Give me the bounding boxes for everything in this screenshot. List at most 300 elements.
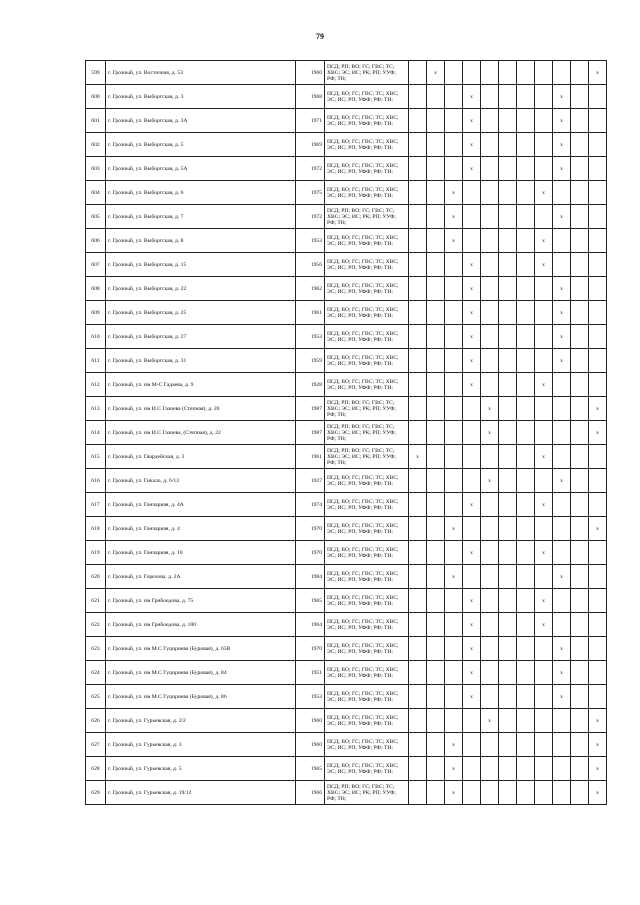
mark-cell [445,709,463,733]
mark-cell [481,517,499,541]
mark-cell: x [553,469,571,493]
mark-cell [409,613,427,637]
mark-cell [409,421,427,445]
mark-cell [553,757,571,781]
mark-cell [517,301,535,325]
mark-cell [481,685,499,709]
mark-cell [409,685,427,709]
row-number: 609 [86,301,106,325]
table-row [86,445,607,469]
mark-cell [571,397,589,421]
mark-cell [427,541,445,565]
address-cell: г. Грозный, ул. им М.С Гуцириева (Буровая), д. 84 [106,661,296,685]
mark-cell [589,253,607,277]
mark-cell [553,373,571,397]
systems-cell: ПСД; ВО; ГС; ГВС; ТС; ХВС; ЭС; ИС; РП; УФФ; РФ; ТН; [325,685,409,709]
systems-cell: ПСД; ВО; ГС; ГВС; ТС; ХВС; ЭС; ИС; РП; УФФ; РФ; ТН; [325,373,409,397]
mark-cell [571,709,589,733]
year-cell: 1960 [296,709,325,733]
mark-cell [427,637,445,661]
mark-cell [571,589,589,613]
mark-cell [571,733,589,757]
systems-cell: ПСД; ВО; ГС; ГВС; ТС; ХВС; ЭС; ИС; РП; УФФ; РФ; ТН; [325,181,409,205]
mark-cell [499,613,517,637]
mark-cell: x [589,421,607,445]
mark-cell [589,349,607,373]
table-row [86,253,607,277]
mark-cell [589,541,607,565]
year-cell: 1961 [296,301,325,325]
mark-cell [409,709,427,733]
mark-cell [427,325,445,349]
mark-cell: x [463,85,481,109]
mark-cell [517,205,535,229]
mark-cell: x [553,349,571,373]
mark-cell [589,661,607,685]
mark-cell [445,133,463,157]
mark-cell [589,637,607,661]
year-cell: 1951 [296,661,325,685]
systems-cell: ПСД; ВО; ГС; ГВС; ТС; ХВС; ЭС; ИС; РП; УФФ; РФ; ТН; [325,349,409,373]
mark-cell [571,637,589,661]
mark-cell [571,205,589,229]
mark-cell: x [463,589,481,613]
table-row [86,517,607,541]
mark-cell [535,301,553,325]
year-cell: 1984 [296,565,325,589]
mark-cell: x [589,397,607,421]
mark-cell: x [535,445,553,469]
mark-cell [571,445,589,469]
mark-cell: x [553,301,571,325]
address-cell: г. Грозный, ул. им М.С Гуцириева (Буровая), д. 86 [106,685,296,709]
mark-cell [517,181,535,205]
mark-cell: x [481,421,499,445]
mark-cell [535,61,553,85]
mark-cell [481,733,499,757]
mark-cell [445,301,463,325]
mark-cell [409,397,427,421]
mark-cell [571,61,589,85]
row-number: 615 [86,445,106,469]
mark-cell: x [463,157,481,181]
systems-cell: ПСД; ВО; ГС; ГВС; ТС; ХВС; ЭС; ИС; РП; УФФ; РФ; ТН; [325,565,409,589]
mark-cell [517,781,535,805]
year-cell: 1965 [296,589,325,613]
mark-cell [481,637,499,661]
table-row [86,493,607,517]
address-cell: г. Грозный, ул. Выборгская, д. 8 [106,229,296,253]
address-cell: г. Грозный, ул. им М.С Гуцириева (Буровая), д. 65В [106,637,296,661]
mark-cell: x [463,325,481,349]
mark-cell: x [553,205,571,229]
mark-cell [517,397,535,421]
year-cell: 1960 [296,733,325,757]
row-number: 610 [86,325,106,349]
address-cell: г. Грозный, ул. им И.С Газиева, (Степная), д. 22 [106,421,296,445]
mark-cell [535,565,553,589]
mark-cell [589,685,607,709]
year-cell: 1987 [296,421,325,445]
mark-cell [445,109,463,133]
mark-cell [571,421,589,445]
mark-cell [499,661,517,685]
year-cell: 1972 [296,205,325,229]
mark-cell [589,181,607,205]
mark-cell: x [535,541,553,565]
mark-cell [553,229,571,253]
systems-cell: ПСД; ВО; ГС; ГВС; ТС; ХВС; ЭС; ИС; РП; УФФ; РФ; ТН; [325,661,409,685]
systems-cell: ПСД; РП; ВО; ГС; ГВС; ТС; ХВС; ЭС; ИС; РК; РП; УУФ; РФ; ТН; [325,421,409,445]
mark-cell [445,685,463,709]
mark-cell [517,157,535,181]
table-row [86,781,607,805]
mark-cell [535,205,553,229]
address-cell: г. Грозный, ул. Выборгская, д. 3А [106,109,296,133]
mark-cell [445,325,463,349]
mark-cell [571,469,589,493]
mark-cell: x [553,157,571,181]
table-row [86,397,607,421]
address-cell: г. Грозный, ул. Гурьевская, д. 5 [106,757,296,781]
year-cell: 1953 [296,229,325,253]
row-number: 599 [86,61,106,85]
systems-cell: ПСД; РП; ВО; ГС; ГВС; ТС; ХВС; ЭС; ИС; РК; РП; УУФ; РФ; ТН; [325,781,409,805]
year-cell: 1971 [296,109,325,133]
mark-cell [553,613,571,637]
year-cell: 1965 [296,757,325,781]
mark-cell [499,709,517,733]
mark-cell [463,709,481,733]
mark-cell: x [463,661,481,685]
systems-cell: ПСД; ВО; ГС; ГВС; ТС; ХВС; ЭС; ИС; РП; УФФ; РФ; ТН; [325,229,409,253]
row-number: 624 [86,661,106,685]
table-row [86,133,607,157]
address-cell: г. Грозный, ул. Выборгская, д. 7 [106,205,296,229]
mark-cell [481,301,499,325]
address-cell: г. Грозный, ул. Выборгская, д. 6 [106,181,296,205]
mark-cell: x [445,181,463,205]
row-number: 618 [86,517,106,541]
address-cell: г. Грозный, ул. Гончарная, д. 4А [106,493,296,517]
mark-cell [499,757,517,781]
mark-cell [427,301,445,325]
mark-cell [553,61,571,85]
mark-cell [517,637,535,661]
row-number: 629 [86,781,106,805]
mark-cell [499,469,517,493]
year-cell: 1970 [296,637,325,661]
year-cell: 1964 [296,613,325,637]
mark-cell: x [535,181,553,205]
mark-cell [499,157,517,181]
address-cell: г. Грозный, ул. Выборгская, д. 5А [106,157,296,181]
row-number: 627 [86,733,106,757]
address-cell: г. Грозный, ул. Гвардейская, д. 3 [106,445,296,469]
row-number: 626 [86,709,106,733]
address-cell: г. Грозный, ул. Гончарная, д. 10 [106,541,296,565]
mark-cell [445,157,463,181]
mark-cell [535,109,553,133]
table-row [86,733,607,757]
mark-cell [571,565,589,589]
mark-cell [445,397,463,421]
mark-cell [589,373,607,397]
mark-cell [427,277,445,301]
address-cell: г. Грозный, ул. им И.С Газиева (Степная), д. 20 [106,397,296,421]
row-number: 604 [86,181,106,205]
mark-cell: x [535,253,553,277]
address-cell: г. Грозный, ул. Выборгская, д. 25 [106,301,296,325]
mark-cell [571,301,589,325]
mark-cell [589,85,607,109]
mark-cell [571,181,589,205]
mark-cell [535,757,553,781]
mark-cell [463,229,481,253]
mark-cell: x [463,133,481,157]
mark-cell: x [463,301,481,325]
mark-cell [589,133,607,157]
systems-cell: ПСД; РП; ВО; ГС; ГВС; ТС; ХВС; ЭС; ИС; РК; РП; УУФ; РФ; ТН; [325,61,409,85]
address-cell: г. Грозный, ул. Выборгская, д. 3 [106,85,296,109]
mark-cell [535,349,553,373]
row-number: 603 [86,157,106,181]
mark-cell [499,373,517,397]
table-row [86,637,607,661]
mark-cell: x [535,373,553,397]
mark-cell [481,85,499,109]
systems-cell: ПСД; РП; ВО; ГС; ГВС; ТС; ХВС; ЭС; ИС; РК; РП; УУФ; РФ; ТН; [325,397,409,421]
mark-cell [481,661,499,685]
mark-cell [409,277,427,301]
mark-cell [571,109,589,133]
address-cell: г. Грозный, ул. Гончарная, д. 4 [106,517,296,541]
mark-cell [535,421,553,445]
mark-cell [517,133,535,157]
mark-cell [517,445,535,469]
mark-cell: x [463,109,481,133]
mark-cell [409,349,427,373]
mark-cell [409,637,427,661]
mark-cell [481,781,499,805]
mark-cell [589,493,607,517]
mark-cell [481,133,499,157]
mark-cell [409,61,427,85]
mark-cell [499,277,517,301]
mark-cell [463,445,481,469]
systems-cell: ПСД; РП; ВО; ГС; ГВС; ТС; ХВС; ЭС; ИС; РК; РП; УУФ; РФ; ТН; [325,445,409,469]
mark-cell [499,85,517,109]
year-cell: 1974 [296,493,325,517]
mark-cell [571,781,589,805]
mark-cell [409,181,427,205]
mark-cell [553,781,571,805]
mark-cell [481,349,499,373]
systems-cell: ПСД; ВО; ГС; ГВС; ТС; ХВС; ЭС; ИС; РП; УФФ; РФ; ТН; [325,733,409,757]
table-row [86,589,607,613]
systems-cell: ПСД; ВО; ГС; ГВС; ТС; ХВС; ЭС; ИС; РП; УФФ; РФ; ТН; [325,469,409,493]
mark-cell [517,253,535,277]
systems-cell: ПСД; ВО; ГС; ГВС; ТС; ХВС; ЭС; ИС; РП; УФФ; РФ; ТН; [325,85,409,109]
mark-cell: x [553,637,571,661]
mark-cell [499,517,517,541]
mark-cell [571,685,589,709]
address-cell: г. Грозный, ул. Гурьевская, д. 3 [106,733,296,757]
mark-cell: x [481,709,499,733]
mark-cell [409,493,427,517]
mark-cell [589,109,607,133]
mark-cell [571,253,589,277]
row-number: 611 [86,349,106,373]
address-cell: г. Грозный, ул. Выборгская, д. 5 [106,133,296,157]
mark-cell [499,61,517,85]
year-cell: 1987 [296,397,325,421]
mark-cell [427,85,445,109]
mark-cell [409,85,427,109]
mark-cell [481,253,499,277]
row-number: 621 [86,589,106,613]
mark-cell [463,733,481,757]
row-number: 605 [86,205,106,229]
mark-cell [517,685,535,709]
year-cell: 1956 [296,253,325,277]
mark-cell [553,493,571,517]
table-row [86,373,607,397]
mark-cell: x [445,757,463,781]
mark-cell: x [589,757,607,781]
mark-cell [517,517,535,541]
year-cell: 1968 [296,85,325,109]
mark-cell: x [553,85,571,109]
mark-cell [427,205,445,229]
year-cell: 1928 [296,373,325,397]
mark-cell [463,181,481,205]
mark-cell [481,157,499,181]
mark-cell: x [589,61,607,85]
mark-cell [481,445,499,469]
mark-cell [499,685,517,709]
mark-cell [571,229,589,253]
mark-cell [409,133,427,157]
mark-cell [553,421,571,445]
mark-cell: x [535,229,553,253]
mark-cell [427,661,445,685]
mark-cell [445,637,463,661]
mark-cell [589,445,607,469]
mark-cell [535,277,553,301]
mark-cell [517,277,535,301]
mark-cell [535,325,553,349]
mark-cell [589,469,607,493]
mark-cell [499,421,517,445]
systems-cell: ПСД; ВО; ГС; ГВС; ТС; ХВС; ЭС; ИС; РП; УФФ; РФ; ТН; [325,109,409,133]
address-cell: г. Грозный, ул. Восточная, д. 53 [106,61,296,85]
mark-cell [427,589,445,613]
page-number: 79 [316,32,324,41]
mark-cell [517,565,535,589]
mark-cell [553,253,571,277]
mark-cell [463,781,481,805]
mark-cell [481,613,499,637]
mark-cell [535,469,553,493]
mark-cell [553,589,571,613]
mark-cell [517,229,535,253]
mark-cell [409,229,427,253]
mark-cell [499,565,517,589]
mark-cell [427,109,445,133]
systems-cell: ПСД; ВО; ГС; ГВС; ТС; ХВС; ЭС; ИС; РП; УФФ; РФ; ТН; [325,493,409,517]
mark-cell: x [463,613,481,637]
mark-cell: x [553,325,571,349]
mark-cell [571,373,589,397]
mark-cell: x [445,517,463,541]
mark-cell [427,253,445,277]
mark-cell: x [445,205,463,229]
year-cell: 1962 [296,277,325,301]
mark-cell [499,109,517,133]
mark-cell [481,181,499,205]
mark-cell: x [463,637,481,661]
mark-cell: x [409,445,427,469]
mark-cell [517,373,535,397]
address-cell: г. Грозный, ул. Гурьевская, д. 2/2 [106,709,296,733]
mark-cell [517,613,535,637]
mark-cell [499,205,517,229]
mark-cell [499,397,517,421]
mark-cell [409,589,427,613]
mark-cell [499,229,517,253]
address-cell: г. Грозный, ул. Выборгская, д. 15 [106,253,296,277]
mark-cell [409,565,427,589]
mark-cell [409,661,427,685]
mark-cell: x [535,613,553,637]
mark-cell: x [553,133,571,157]
mark-cell [427,229,445,253]
row-number: 601 [86,109,106,133]
mark-cell [427,397,445,421]
table-row [86,85,607,109]
table-row [86,421,607,445]
table-row [86,325,607,349]
mark-cell [499,637,517,661]
address-cell: г. Грозный, ул. Горелова, д. 2А [106,565,296,589]
mark-cell [499,253,517,277]
mark-cell [463,205,481,229]
mark-cell [499,181,517,205]
mark-cell [427,685,445,709]
mark-cell: x [445,229,463,253]
mark-cell [517,757,535,781]
year-cell: 1953 [296,685,325,709]
mark-cell [427,421,445,445]
row-number: 602 [86,133,106,157]
mark-cell [589,589,607,613]
mark-cell [463,469,481,493]
address-cell: г. Грозный, ул. Гикало, д. 6/13 [106,469,296,493]
row-number: 607 [86,253,106,277]
housing-registry-table [85,60,607,805]
table-row [86,709,607,733]
mark-cell [589,157,607,181]
mark-cell [499,349,517,373]
mark-cell [535,637,553,661]
mark-cell [445,373,463,397]
mark-cell [571,541,589,565]
mark-cell [409,541,427,565]
mark-cell [553,181,571,205]
mark-cell [499,589,517,613]
year-cell: 1953 [296,325,325,349]
